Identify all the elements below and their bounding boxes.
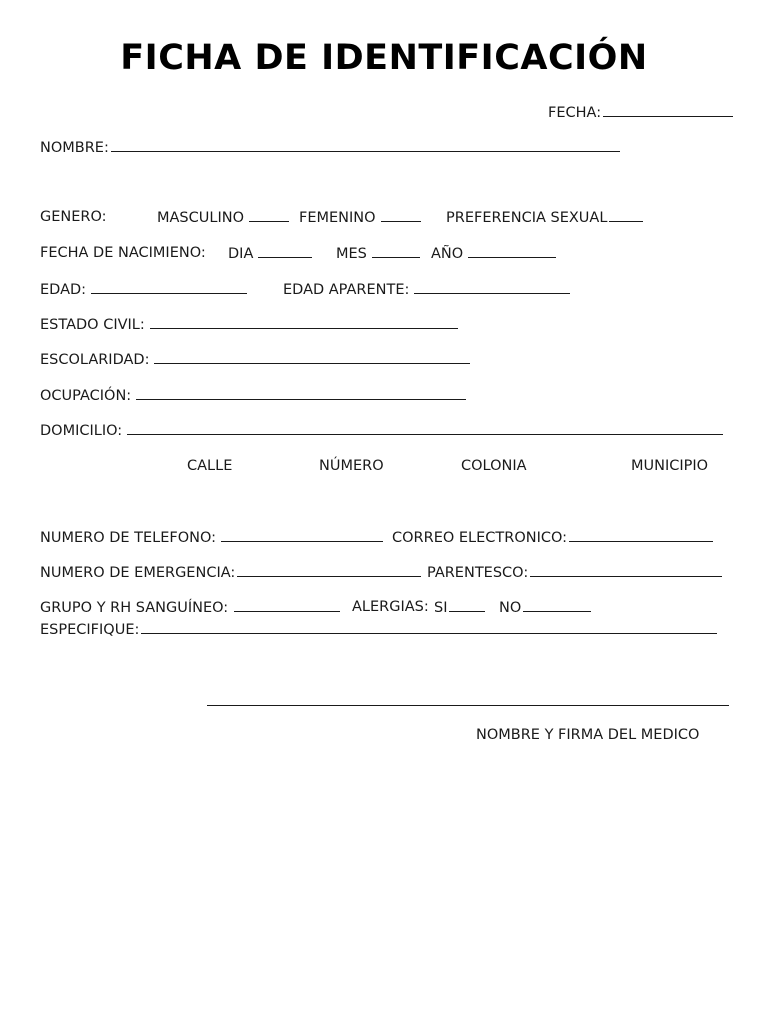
ocupacion-field[interactable] [136, 385, 466, 400]
telefono-label: NUMERO DE TELEFONO: [40, 530, 217, 546]
emergencia-field[interactable] [237, 562, 421, 577]
correo-field[interactable] [569, 527, 713, 542]
fecha-row [548, 102, 733, 123]
alergias-si-label: SI [434, 600, 448, 616]
alergias-label: ALERGIAS: [352, 599, 429, 615]
mes-field[interactable] [372, 243, 420, 258]
preferencia-field[interactable] [609, 207, 643, 222]
edad-aparente-field[interactable] [414, 279, 570, 294]
edad-field[interactable] [91, 279, 247, 294]
anio-label: AÑO [431, 246, 464, 262]
numero-caption: NÚMERO [319, 458, 384, 474]
alergias-si-row [434, 597, 485, 618]
preferencia-row [446, 207, 643, 228]
alergias-no-row [499, 597, 591, 618]
signature-caption: NOMBRE Y FIRMA DEL MEDICO [476, 727, 700, 743]
femenino-row [299, 207, 421, 228]
telefono-field[interactable] [221, 527, 383, 542]
domicilio-label: DOMICILIO: [40, 423, 123, 439]
genero-label: GENERO: [40, 209, 107, 225]
municipio-caption: MUNICIPIO [631, 458, 709, 474]
page-title: FICHA DE IDENTIFICACIÓN [120, 38, 648, 78]
escolaridad-row [40, 349, 470, 370]
nacimiento-label: FECHA DE NACIMIENO: [40, 245, 206, 261]
dia-label: DIA [228, 246, 254, 262]
edad-row [40, 279, 247, 300]
telefono-row [40, 527, 383, 548]
colonia-caption: COLONIA [461, 458, 527, 474]
ocupacion-row [40, 385, 466, 406]
alergias-no-label: NO [499, 600, 522, 616]
edad-aparente-row [283, 279, 570, 300]
masculino-label: MASCULINO [157, 210, 244, 226]
correo-label: CORREO ELECTRONICO: [392, 530, 568, 546]
mes-row [336, 243, 420, 264]
domicilio-field[interactable] [127, 420, 723, 435]
emergencia-row [40, 562, 421, 583]
preferencia-label: PREFERENCIA SEXUAL [446, 210, 608, 226]
sangre-label: GRUPO Y RH SANGUÍNEO: [40, 600, 229, 616]
especifique-row [40, 619, 717, 640]
signature-line[interactable] [207, 704, 729, 706]
escolaridad-label: ESCOLARIDAD: [40, 352, 150, 368]
especifique-label: ESPECIFIQUE: [40, 622, 140, 638]
anio-row [431, 243, 556, 264]
dia-row [228, 243, 312, 264]
sangre-field[interactable] [234, 597, 340, 612]
parentesco-label: PARENTESCO: [427, 565, 529, 581]
nombre-label: NOMBRE: [40, 140, 109, 156]
dia-field[interactable] [258, 243, 312, 258]
alergias-si-field[interactable] [449, 597, 485, 612]
parentesco-row [427, 562, 722, 583]
masculino-row [157, 207, 289, 228]
domicilio-row [40, 420, 723, 441]
fecha-field[interactable] [603, 102, 733, 117]
nombre-field[interactable] [111, 137, 620, 152]
femenino-field[interactable] [381, 207, 421, 222]
ocupacion-label: OCUPACIÓN: [40, 388, 132, 404]
fecha-label: FECHA: [548, 105, 602, 121]
femenino-label: FEMENINO [299, 210, 376, 226]
parentesco-field[interactable] [530, 562, 722, 577]
alergias-no-field[interactable] [523, 597, 591, 612]
masculino-field[interactable] [249, 207, 289, 222]
sangre-row [40, 597, 340, 618]
estado-civil-label: ESTADO CIVIL: [40, 317, 145, 333]
edad-aparente-label: EDAD APARENTE: [283, 282, 410, 298]
anio-field[interactable] [468, 243, 556, 258]
escolaridad-field[interactable] [154, 349, 470, 364]
calle-caption: CALLE [187, 458, 233, 474]
estado-civil-row [40, 314, 458, 335]
emergencia-label: NUMERO DE EMERGENCIA: [40, 565, 236, 581]
edad-label: EDAD: [40, 282, 87, 298]
correo-row [392, 527, 713, 548]
estado-civil-field[interactable] [150, 314, 458, 329]
especifique-field[interactable] [141, 619, 717, 634]
mes-label: MES [336, 246, 367, 262]
nombre-row [40, 137, 620, 158]
